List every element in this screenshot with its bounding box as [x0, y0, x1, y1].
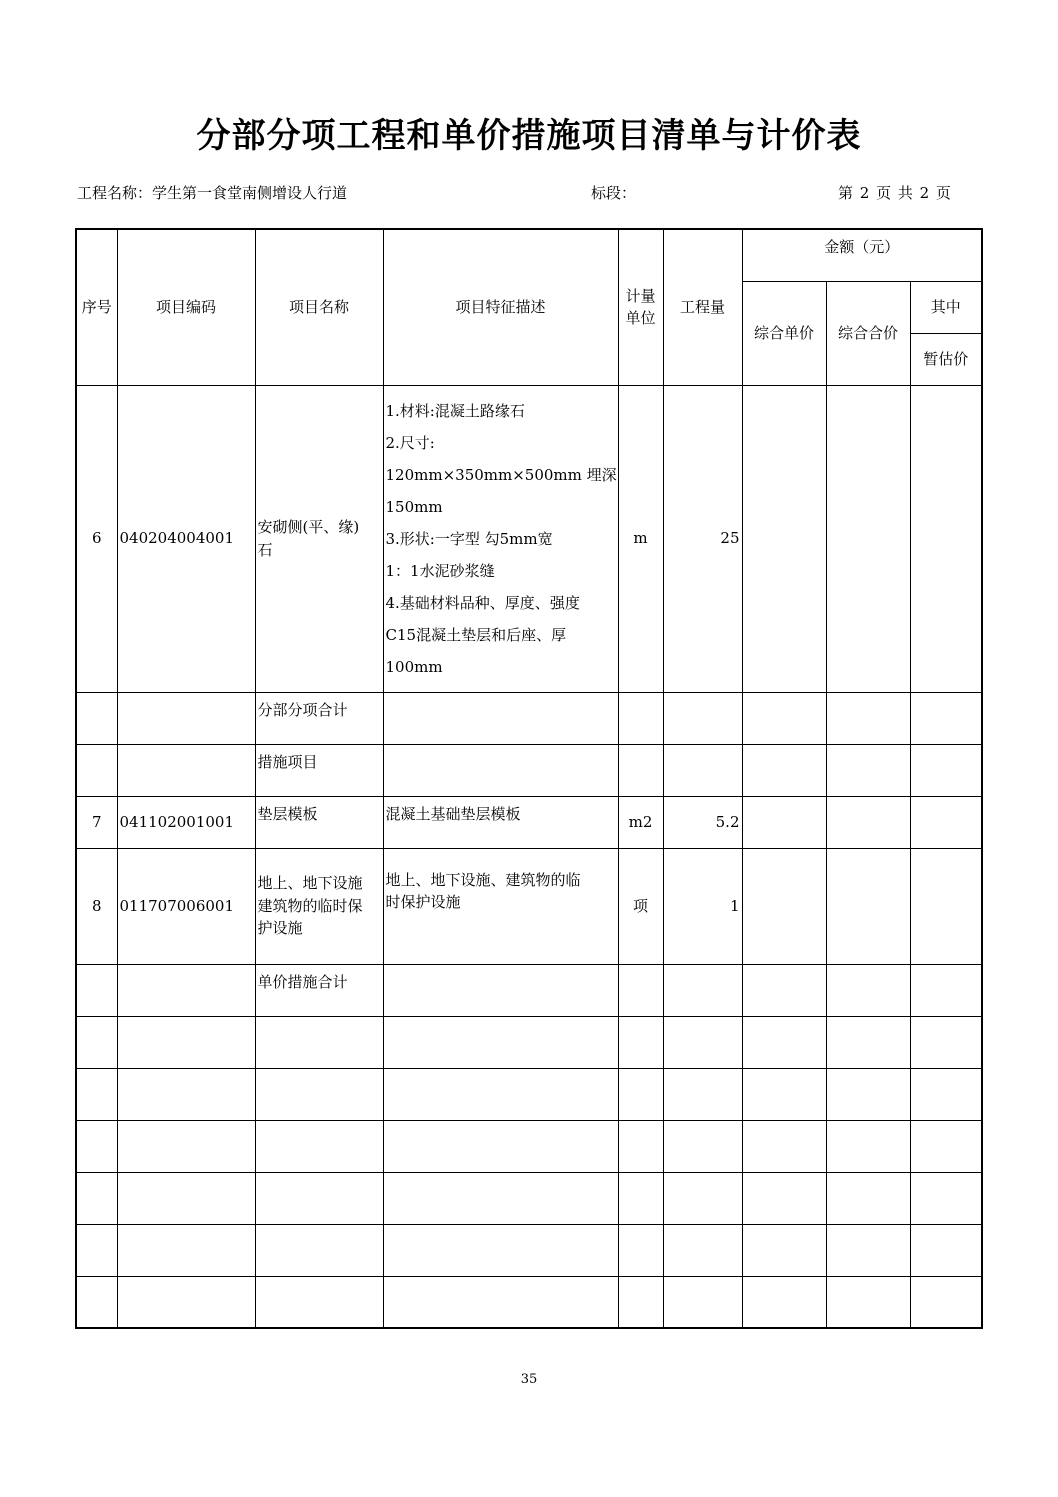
cell-unit-price	[742, 964, 826, 1016]
page-number: 35	[520, 1372, 538, 1387]
cell-provisional	[910, 692, 982, 744]
cell-total-price	[826, 964, 910, 1016]
cell-name: 单价措施合计	[255, 964, 383, 1016]
cell-desc	[383, 385, 618, 692]
table-row-empty	[76, 1120, 982, 1172]
cell-name	[255, 848, 383, 964]
cell-desc-line: 1：1水泥砂浆缝	[385, 561, 495, 580]
header-unit-line1: 计量	[625, 286, 656, 305]
table-row	[76, 744, 982, 796]
cell-name: 措施项目	[255, 744, 383, 796]
cell-desc	[383, 964, 618, 1016]
cell-total-price	[826, 848, 910, 964]
cell-desc-line: C15混凝土垫层和后座、厚	[385, 625, 567, 644]
cell-desc: 混凝土基础垫层模板	[383, 796, 618, 848]
cell-total-price	[826, 385, 910, 692]
cell-desc	[383, 848, 618, 964]
cell-name-line: 建筑物的临时保	[257, 896, 363, 915]
page-title: 分部分项工程和单价措施项目清单与计价表	[196, 116, 862, 156]
header-of-which: 其中	[910, 281, 982, 333]
table-row-empty	[76, 1276, 982, 1328]
cell-desc-line: 4.基础材料品种、厚度、强度	[385, 593, 580, 612]
cell-unit	[618, 964, 663, 1016]
cell-total-price	[826, 796, 910, 848]
cell-qty: 25	[663, 385, 742, 692]
cell-desc-line: 150mm	[385, 497, 443, 516]
project-name: 工程名称：学生第一食堂南侧增设人行道	[77, 184, 348, 202]
header-qty: 工程量	[663, 229, 742, 385]
header-code: 项目编码	[117, 229, 255, 385]
header-seq: 序号	[76, 229, 117, 385]
cell-seq: 6	[76, 385, 117, 692]
cell-name: 垫层模板	[255, 796, 383, 848]
cell-total-price	[826, 744, 910, 796]
cell-seq	[76, 744, 117, 796]
header-total-price: 综合合价	[826, 281, 910, 385]
cell-desc-line: 2.尺寸:	[385, 433, 435, 452]
cell-code	[117, 964, 255, 1016]
header-name: 项目名称	[255, 229, 383, 385]
cell-desc-line: 100mm	[385, 657, 443, 676]
cell-unit-price	[742, 744, 826, 796]
cell-total-price	[826, 692, 910, 744]
cell-code: 041102001001	[117, 796, 255, 848]
table-row	[76, 796, 982, 848]
cell-code: 011707006001	[117, 848, 255, 964]
cell-desc-line: 3.形状:一字型 勾5mm宽	[385, 529, 553, 548]
table-row-empty	[76, 1016, 982, 1068]
cell-unit-price	[742, 796, 826, 848]
cell-desc	[383, 744, 618, 796]
cell-code: 040204004001	[117, 385, 255, 692]
cell-provisional	[910, 744, 982, 796]
cell-unit	[618, 744, 663, 796]
cell-unit	[618, 692, 663, 744]
cell-name-line: 安砌侧(平、缘)	[257, 518, 360, 536]
cell-unit-price	[742, 385, 826, 692]
table-row	[76, 848, 982, 964]
pricing-table	[75, 228, 983, 1329]
cell-unit: m2	[618, 796, 663, 848]
cell-qty: 5.2	[663, 796, 742, 848]
cell-desc-line: 地上、地下设施、建筑物的临	[385, 870, 581, 889]
table-row	[76, 964, 982, 1016]
cell-provisional	[910, 796, 982, 848]
cell-seq	[76, 964, 117, 1016]
table-row	[76, 385, 982, 692]
cell-name-line: 护设施	[257, 919, 303, 938]
header-desc: 项目特征描述	[383, 229, 618, 385]
cell-code	[117, 692, 255, 744]
cell-provisional	[910, 848, 982, 964]
table-row-empty	[76, 1172, 982, 1224]
cell-provisional	[910, 385, 982, 692]
cell-qty: 1	[663, 848, 742, 964]
cell-desc	[383, 692, 618, 744]
cell-qty	[663, 964, 742, 1016]
header-provisional: 暂估价	[910, 333, 982, 385]
cell-seq	[76, 692, 117, 744]
cell-desc-line: 1.材料:混凝土路缘石	[385, 401, 525, 420]
header-amount: 金额（元）	[742, 229, 982, 281]
table-row	[76, 692, 982, 744]
cell-desc-line: 120mm×350mm×500mm 埋深	[385, 465, 617, 484]
page-indicator: 第 2 页 共 2 页	[838, 184, 951, 202]
cell-unit-price	[742, 692, 826, 744]
table-row-empty	[76, 1224, 982, 1276]
cell-code	[117, 744, 255, 796]
cell-qty	[663, 692, 742, 744]
section-label: 标段：	[591, 184, 637, 202]
header-unit	[618, 229, 663, 385]
header-unit-line2: 单位	[625, 309, 656, 328]
cell-unit-price	[742, 848, 826, 964]
cell-seq: 7	[76, 796, 117, 848]
cell-name-line: 地上、地下设施	[257, 874, 363, 893]
cell-desc-line: 时保护设施	[385, 893, 461, 911]
cell-qty	[663, 744, 742, 796]
header-unit-price: 综合单价	[742, 281, 826, 385]
table-row-empty	[76, 1068, 982, 1120]
cell-name-line: 石	[257, 540, 273, 559]
cell-name: 分部分项合计	[255, 692, 383, 744]
cell-unit: 项	[618, 848, 663, 964]
cell-seq: 8	[76, 848, 117, 964]
cell-name	[255, 385, 383, 692]
cell-unit: m	[618, 385, 663, 692]
cell-provisional	[910, 964, 982, 1016]
